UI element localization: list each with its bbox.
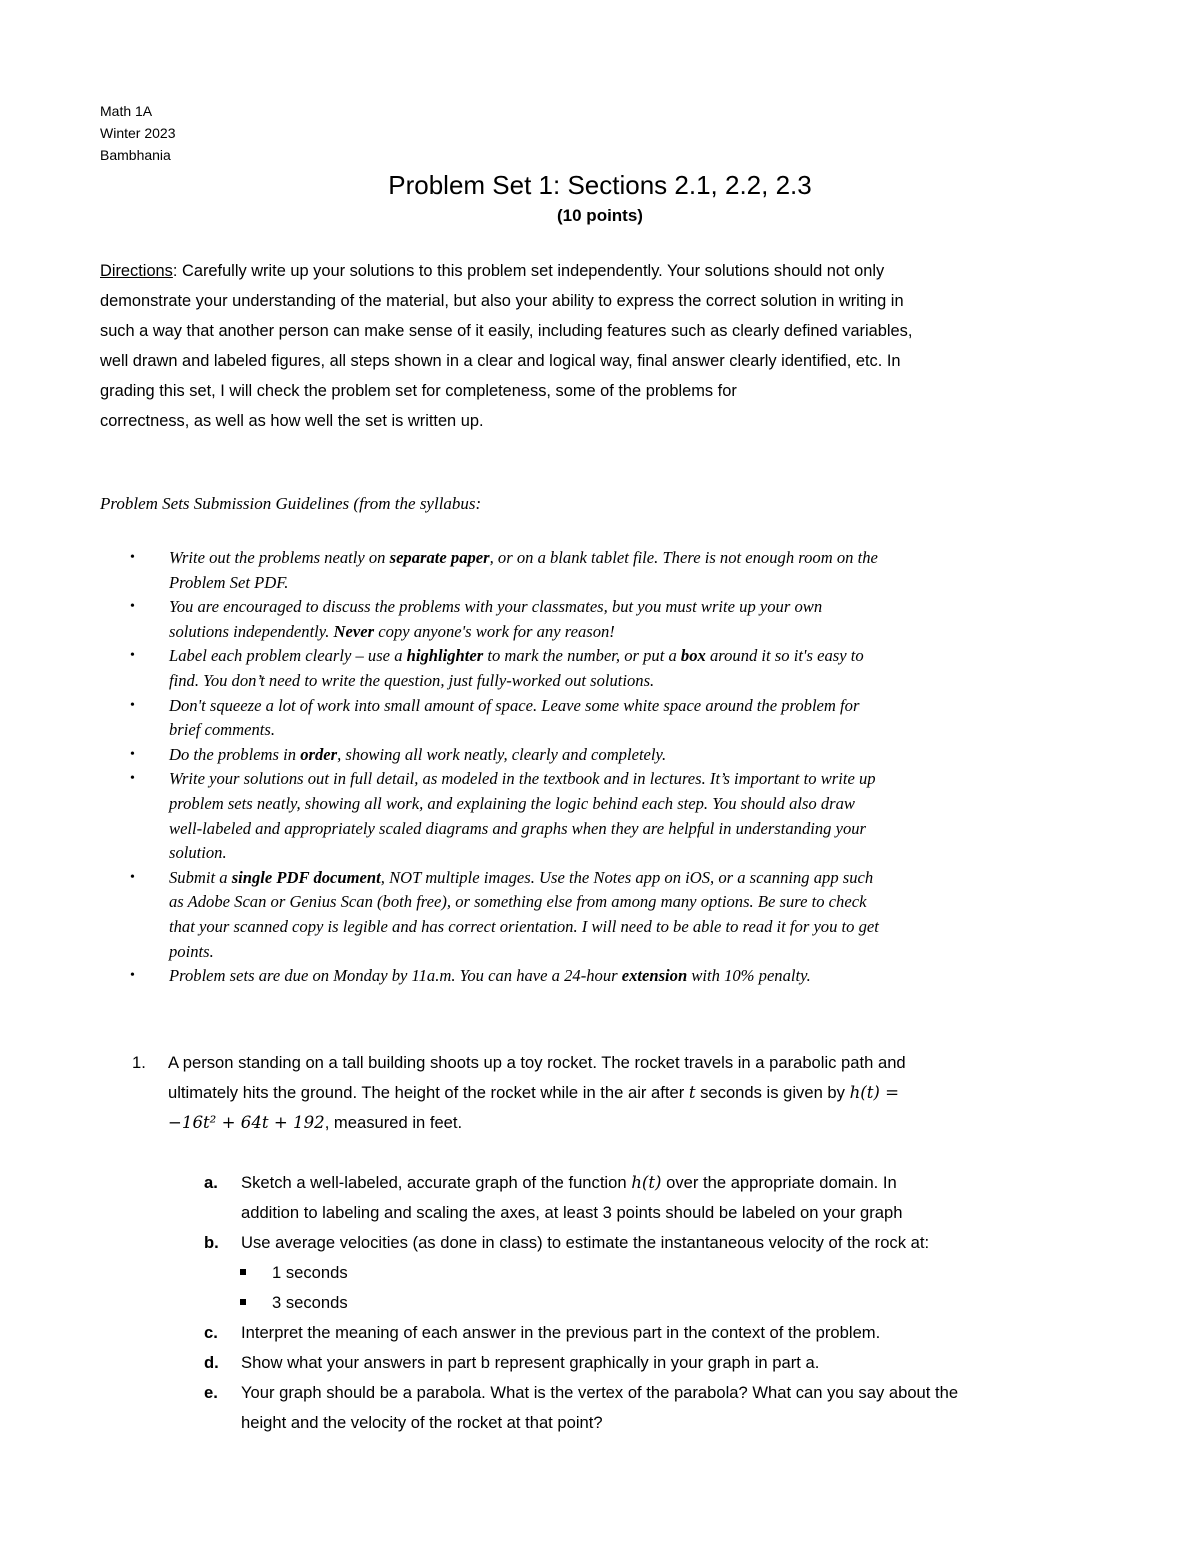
directions-line: demonstrate your understanding of the material, but also your ability to express the correct solution in writing in bbox=[100, 292, 904, 310]
bullet-icon: • bbox=[130, 697, 135, 713]
square-bullet-icon bbox=[240, 1299, 246, 1305]
instructor-name: Bambhania bbox=[100, 147, 171, 163]
directions-label: Directions bbox=[100, 262, 173, 280]
directions-paragraph bbox=[100, 256, 1110, 436]
points-label: (10 points) bbox=[557, 206, 643, 225]
bullet-icon: • bbox=[130, 968, 135, 984]
guidelines-list bbox=[130, 546, 1110, 989]
variable-t: t bbox=[688, 1083, 696, 1102]
height-equation: −16t² + 64t + 192 bbox=[168, 1113, 325, 1132]
directions-line: such a way that another person can make sense of it easily, including features such as clearly defined variables, bbox=[100, 322, 913, 340]
bullet-icon: • bbox=[130, 869, 135, 885]
part-label: b. bbox=[204, 1233, 219, 1252]
directions-line: well drawn and labeled figures, all steps shown in a clear and logical way, final answer clearly identified, etc. In bbox=[100, 352, 901, 370]
directions-line: grading this set, I will check the problem set for completeness, some of the problems for bbox=[100, 382, 737, 400]
square-bullet-icon bbox=[240, 1269, 246, 1275]
problem-number: 1. bbox=[132, 1053, 146, 1072]
list-item: • You are encouraged to discuss the problems with your classmates, but you must write up your own solutions independently. Never copy anyone's work for any reason! bbox=[130, 597, 823, 641]
part-d: d. Show what your answers in part b represent graphically in your graph in part a. bbox=[200, 1348, 1120, 1378]
list-item: • Do the problems in order, showing all work neatly, clearly and completely. bbox=[130, 743, 1110, 768]
part-b: b. Use average velocities (as done in class) to estimate the instantaneous velocity of the rock at: bbox=[200, 1228, 1120, 1258]
list-item: • Problem sets are due on Monday by 11a.m. You can have a 24-hour extension with 10% penalty. bbox=[130, 964, 1110, 989]
directions-line: correctness, as well as how well the set is written up. bbox=[100, 412, 484, 430]
list-item: • Don't squeeze a lot of work into small amount of space. Leave some white space around the problem for brief comments. bbox=[130, 695, 860, 740]
bullet-icon: • bbox=[130, 746, 135, 762]
list-item: • Label each problem clearly – use a highlighter to mark the number, or put a box around it so it's easy to find. You don’t need to write the question, just fully-worked out solutions. bbox=[130, 646, 864, 690]
course-header bbox=[100, 100, 175, 166]
bullet-icon: • bbox=[130, 771, 135, 787]
page-title: Problem Set 1: Sections 2.1, 2.2, 2.3 bbox=[388, 170, 812, 200]
list-item: • Submit a single PDF document, NOT multiple images. Use the Notes app on iOS, or a scanning app such as Adobe Scan or Genius Scan (both free), or something else from among many options. Be sure to check that your scanned copy is legible and has correct orientation. I will need to be able to read it for you to get points. bbox=[130, 867, 879, 961]
list-item: 1 seconds bbox=[200, 1258, 1120, 1288]
part-b-subitems bbox=[200, 1258, 1120, 1318]
course-name: Math 1A bbox=[100, 103, 153, 119]
part-e: e. Your graph should be a parabola. What is the vertex of the parabola? What can you say about the height and the velocity of the rocket at that point? bbox=[200, 1378, 1120, 1438]
bullet-icon: • bbox=[130, 550, 135, 565]
list-item: • Write your solutions out in full detail, as modeled in the textbook and in lectures. It’s important to write up problem sets neatly, showing all work, and explaining the logic behind each step. You should also draw well-labeled and appropriately scaled diagrams and graphs when they are helpful in understanding your solution. bbox=[130, 769, 876, 863]
problem-statement: A person standing on a tall building shoots up a toy rocket. The rocket travels in a parabolic path and ultimately hits the ground. The height of the rocket while in the air after t seconds is given by h(t) = −16t² + 64t + 192, measured in feet. bbox=[168, 1053, 906, 1132]
list-item: • Write out the problems neatly on separate paper, or on a blank tablet file. There is not enough room on the Problem Set PDF. bbox=[130, 548, 878, 592]
problem-1-parts bbox=[200, 1168, 1120, 1438]
function-h: h(t) = bbox=[849, 1083, 900, 1102]
part-label: e. bbox=[204, 1383, 218, 1402]
bullet-icon: • bbox=[130, 599, 135, 615]
directions-line: Directions: Carefully write up your solutions to this problem set independently. Your solutions should not only bbox=[100, 262, 885, 280]
list-item: 3 seconds bbox=[200, 1288, 1120, 1318]
part-label: c. bbox=[204, 1323, 218, 1342]
part-c: c. Interpret the meaning of each answer in the previous part in the context of the problem. bbox=[200, 1318, 1120, 1348]
guidelines-heading: Problem Sets Submission Guidelines (from the syllabus: bbox=[100, 494, 482, 513]
bullet-icon: • bbox=[130, 648, 135, 664]
part-label: d. bbox=[204, 1353, 219, 1372]
part-a: a. Sketch a well-labeled, accurate graph of the function h(t) over the appropriate domain. In addition to labeling and scaling the axes, at least 3 points should be labeled on your graph bbox=[200, 1168, 1120, 1228]
part-label: a. bbox=[204, 1173, 218, 1192]
course-term: Winter 2023 bbox=[100, 125, 176, 141]
